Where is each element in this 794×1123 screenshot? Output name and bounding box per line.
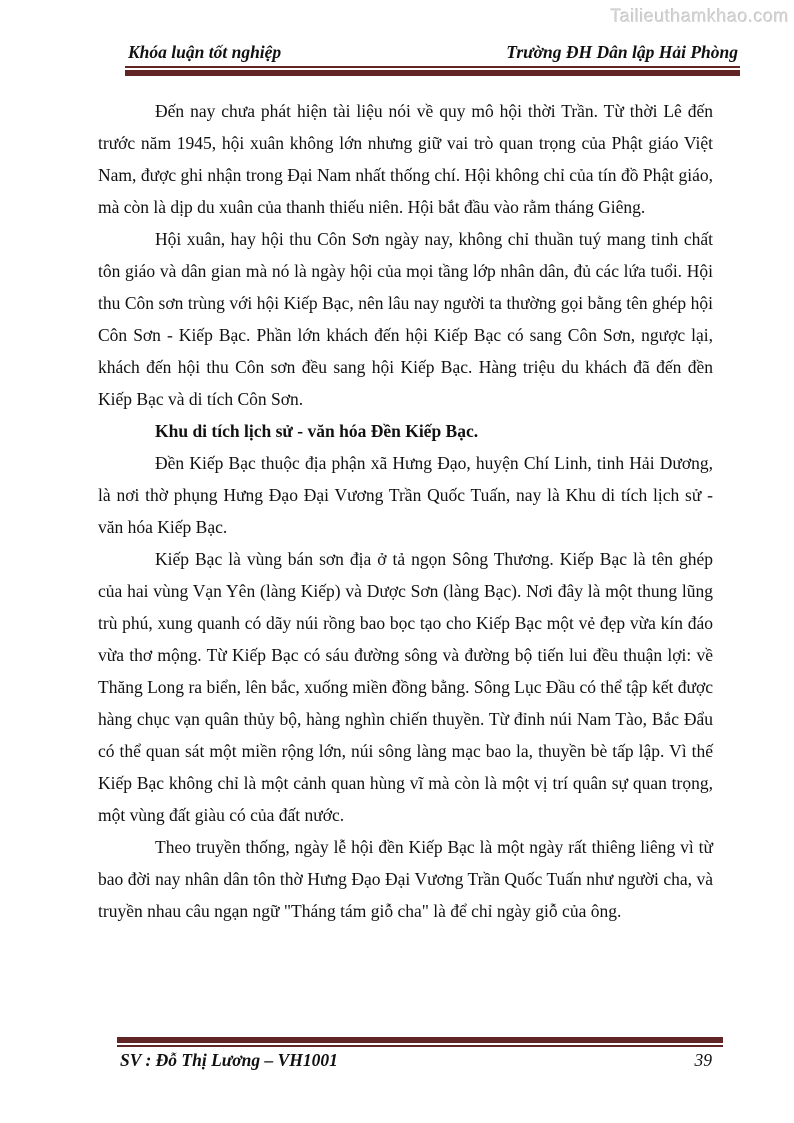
page-number: 39 bbox=[694, 1050, 712, 1070]
header-right-title: Trường ĐH Dân lập Hải Phòng bbox=[506, 42, 738, 62]
footer-rule-thin-line bbox=[117, 1045, 723, 1047]
page-footer bbox=[120, 1050, 712, 1071]
paragraph: Kiếp Bạc là vùng bán sơn địa ở tả ngọn Sông Thương. Kiếp Bạc là tên ghép của hai vùng Vạn Yên (làng Kiếp) và Dược Sơn (làng Bạc). Nơi đây là một thung lũng trù phú, xung quanh có dãy núi rồng bao bọc tạo cho Kiếp Bạc một vẻ đẹp vừa kín đáo vừa thơ mộng. Từ Kiếp Bạc có sáu đường sông và đường bộ tiến lui đều thuận lợi: về Thăng Long ra biển, lên bắc, xuống miền đồng bằng. Sông Lục Đầu có thể tập kết được hàng chục vạn quân thủy bộ, hàng nghìn chiến thuyền. Từ đỉnh núi Nam Tào, Bắc Đẩu có thể quan sát một miền rộng lớn, núi sông làng mạc bao la, thuyền bè tấp lập. Vì thế Kiếp Bạc không chỉ là một cảnh quan hùng vĩ mà còn là một vị trí quân sự quan trọng, một vùng đất giàu có của đất nước. bbox=[98, 549, 713, 825]
document-body bbox=[98, 95, 713, 927]
paragraph: Theo truyền thống, ngày lễ hội đền Kiếp Bạc là một ngày rất thiêng liêng vì từ bao đời nay nhân dân tôn thờ Hưng Đạo Đại Vương Trần Quốc Tuấn như người cha, và truyền nhau câu ngạn ngữ "Tháng tám giỗ cha" là để chỉ ngày giỗ của ông. bbox=[98, 837, 713, 921]
page-header bbox=[128, 42, 738, 63]
paragraph: Hội xuân, hay hội thu Côn Sơn ngày nay, không chỉ thuần tuý mang tinh chất tôn giáo và dân gian mà nó là ngày hội của mọi tầng lớp nhân dân, đủ các lứa tuổi. Hội thu Côn sơn trùng với hội Kiếp Bạc, nên lâu nay người ta thường gọi bằng tên ghép hội Côn Sơn - Kiếp Bạc. Phần lớn khách đến hội Kiếp Bạc có sang Côn Sơn, ngược lại, khách đến hội thu Côn sơn đều sang hội Kiếp Bạc. Hàng triệu du khách đã đến đền Kiếp Bạc và di tích Côn Sơn. bbox=[98, 229, 713, 409]
section-heading: Khu di tích lịch sử - văn hóa Đền Kiếp Bạc. bbox=[155, 421, 479, 441]
header-left-title: Khóa luận tốt nghiệp bbox=[128, 42, 282, 62]
footer-rule bbox=[117, 1037, 723, 1047]
paragraph: Đền Kiếp Bạc thuộc địa phận xã Hưng Đạo, huyện Chí Linh, tinh Hải Dương, là nơi thờ phụng Hưng Đạo Đại Vương Trần Quốc Tuấn, nay là Khu di tích lịch sử - văn hóa Kiếp Bạc. bbox=[98, 453, 713, 537]
header-rule-thick-line bbox=[125, 70, 740, 76]
watermark-text: Tailieuthamkhao.com bbox=[610, 6, 789, 26]
paragraph: Đến nay chưa phát hiện tài liệu nói về quy mô hội thời Trần. Từ thời Lê đến trước năm 1945, hội xuân không lớn nhưng giữ vai trò quan trọng của Phật giáo Việt Nam, được ghi nhận trong Đại Nam nhất thống chí. Hội không chỉ của tín đồ Phật giáo, mà còn là dịp du xuân của thanh thiếu niên. Hội bắt đầu vào rằm tháng Giêng. bbox=[98, 101, 713, 217]
header-rule bbox=[125, 66, 740, 76]
footer-student-info: SV : Đỗ Thị Lương – VH1001 bbox=[120, 1050, 338, 1070]
